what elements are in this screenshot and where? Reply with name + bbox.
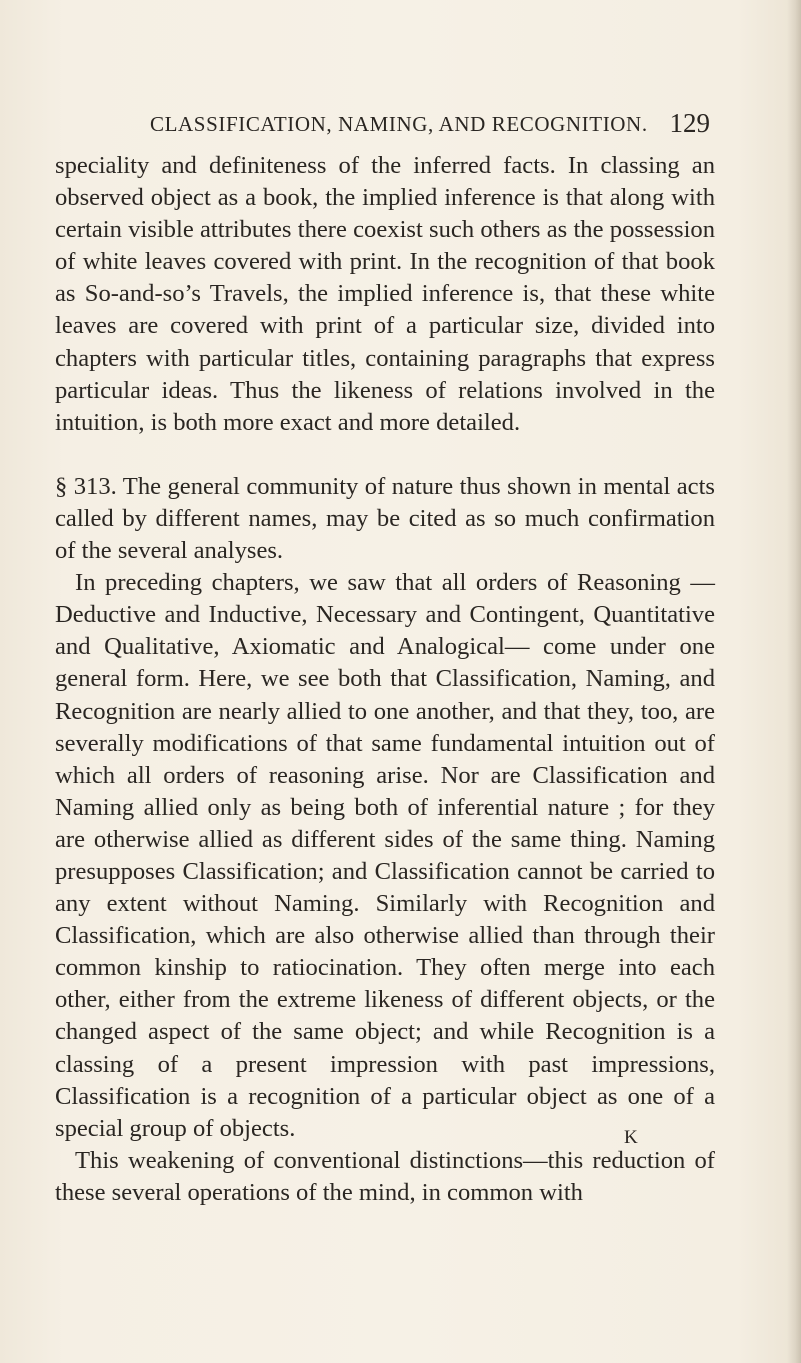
paragraph-section-313: § 313. The general community of nature thus shown in mental acts called by different names, may be cited as so much confirmation of the several analyses.	[55, 472, 715, 565]
paragraph-reasoning: In preceding chapters, we saw that all orders of Reasoning —Deductive and Inductive, Necessary and Contingent, Quantitative and Qualitative, Axiomatic and Analogical— come under one general form. Here, we see both that Classification, Naming, and Recognition are nearly allied to one another, and that they, too, are severally modifications of that same fundamental intuition out of which all orders of reasoning arise. Nor are Classification and Naming allied only as being both of inferential nature ; for they are otherwise allied as different sides of the same thing. Naming presupposes Classification; and Classification cannot be carried to any extent without Naming. Similarly with Recognition and Classification, which are also otherwise allied than through their common kinship to ratiocination. They often merge into each other, either from the extreme likeness of different objects, or the changed aspect of the same object; and while Recognition is a classing of a present impression with past impressions, Classification is a recognition of a particular object as one of a special group of objects.	[55, 569, 715, 1142]
page-number: 129	[669, 108, 710, 138]
body-text	[55, 150, 715, 1209]
paragraph-continuation: speciality and definiteness of the inferred facts. In classing an observed object as a book, the implied inference is that along with certain visible attributes there coexist such others as the possession of white leaves covered with print. In the recognition of that book as So-and-so’s Travels, the implied inference is, that these white leaves are covered with print of a particular size, divided into chapters with particular titles, containing paragraphs that express particular ideas. Thus the likeness of relations involved in the intuition, is both more exact and more detailed.	[55, 152, 715, 436]
page-header	[150, 108, 710, 142]
signature-mark: K	[624, 1127, 639, 1148]
page-edge-shadow	[787, 0, 801, 1363]
paragraph-weakening: This weakening of conventional distinctions—this reduction of these several operations of the mind, in common with	[55, 1146, 715, 1206]
running-head: CLASSIFICATION, NAMING, AND RECOGNITION.	[150, 112, 648, 136]
